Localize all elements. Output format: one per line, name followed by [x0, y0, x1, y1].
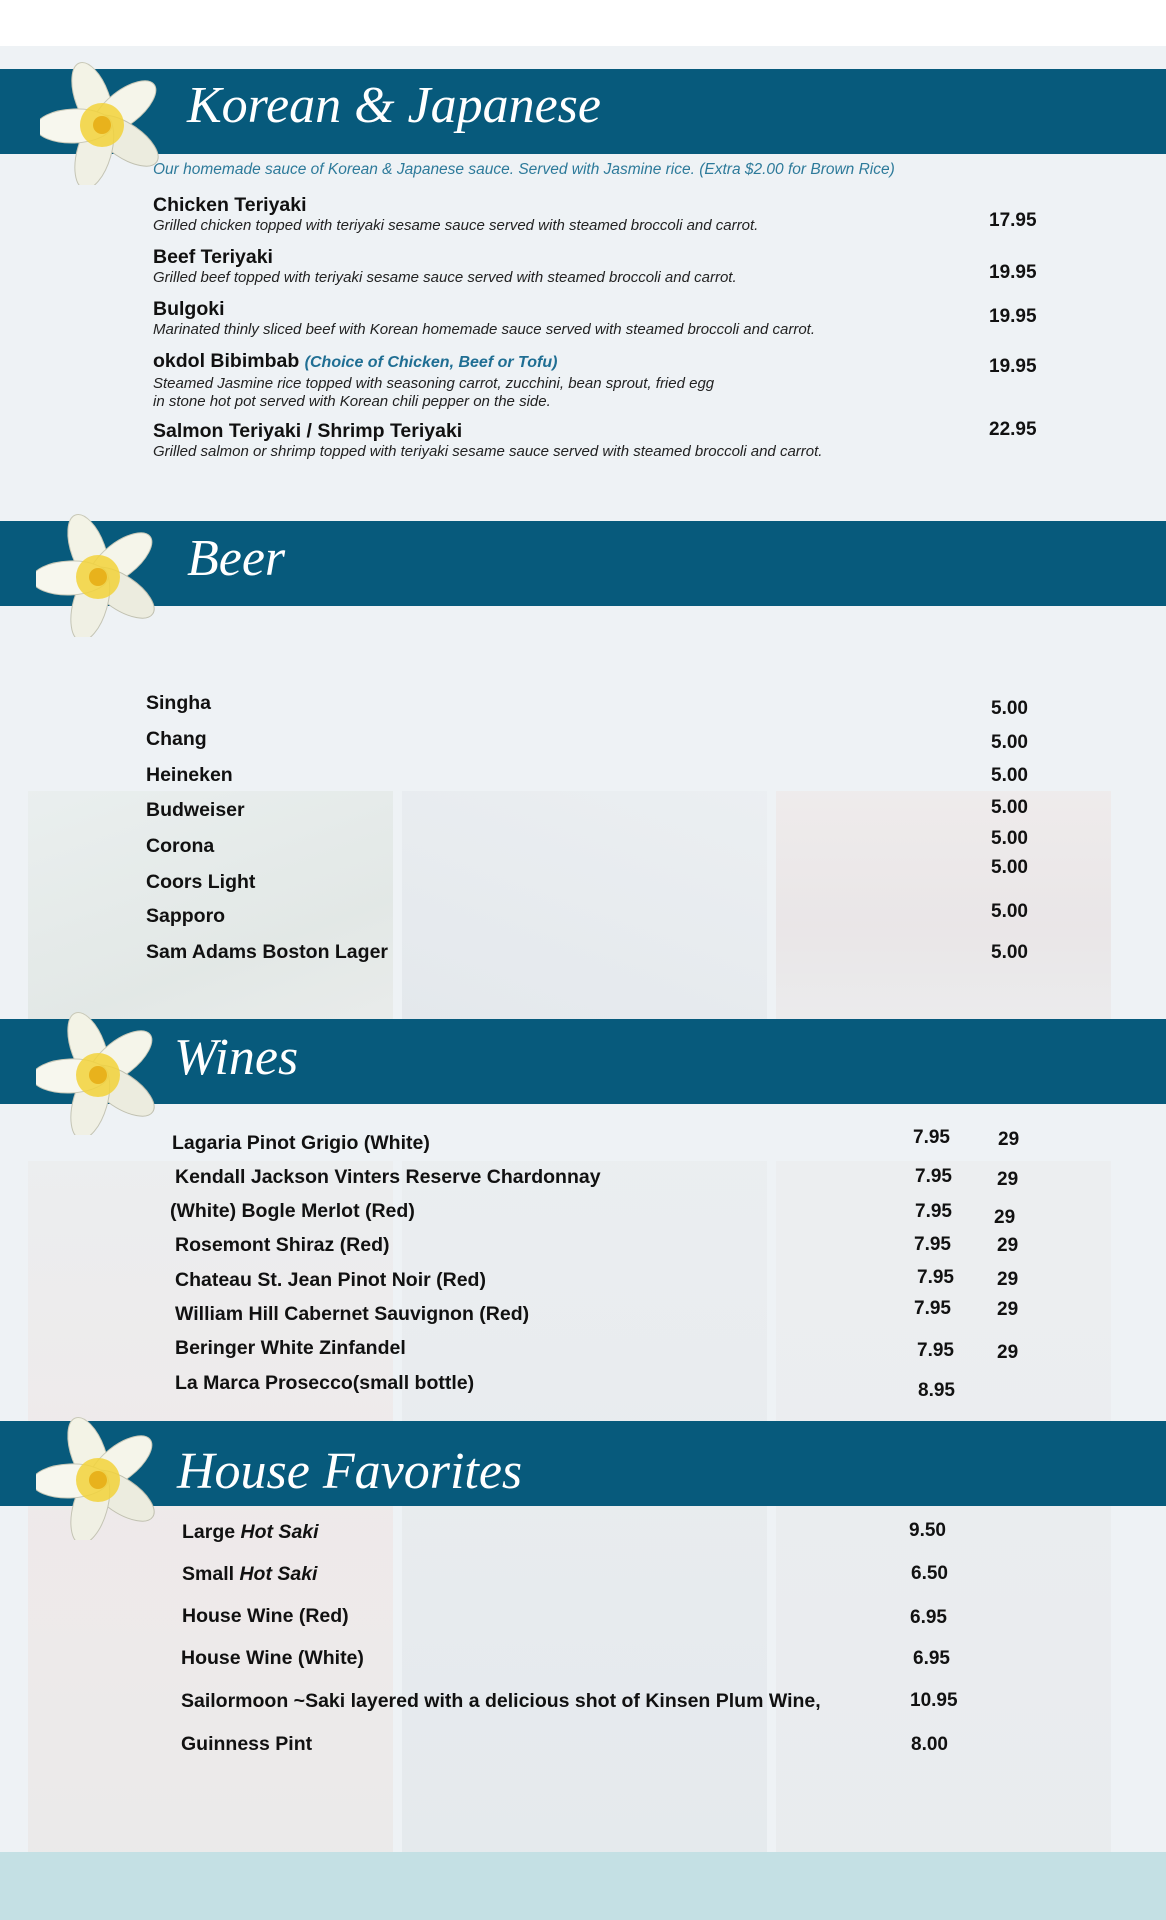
beer-name: Corona	[146, 835, 215, 857]
beer-name: Chang	[146, 728, 207, 750]
house-item-name-italic: Hot Saki	[239, 1563, 318, 1585]
wine-name: Chateau St. Jean Pinot Noir (Red)	[175, 1269, 486, 1291]
dish-description: Grilled chicken topped with teriyaki sesame sauce served with steamed broccoli and carrot.	[153, 217, 759, 234]
wine-name: William Hill Cabernet Sauvignon (Red)	[175, 1303, 530, 1325]
dish-name: Salmon Teriyaki / Shrimp Teriyaki	[153, 420, 463, 442]
plumeria-flower-icon	[36, 1400, 156, 1540]
list-item	[153, 297, 1053, 339]
wine-name: Kendall Jackson Vinters Reserve Chardonnay	[175, 1166, 601, 1188]
wine-bottle-price: 29	[998, 1129, 1020, 1150]
plumeria-flower-icon	[36, 497, 156, 637]
section-banner-beer	[0, 521, 1166, 606]
wine-bottle-price: 29	[997, 1299, 1019, 1320]
plumeria-flower-icon	[36, 995, 156, 1135]
beer-name: Budweiser	[146, 799, 245, 821]
wine-glass-price: 7.95	[917, 1340, 954, 1361]
house-item-name-italic: Hot Saki	[240, 1521, 319, 1543]
house-item-price: 6.95	[913, 1648, 950, 1669]
beer-name: Coors Light	[146, 871, 256, 893]
house-item-price: 6.50	[911, 1563, 948, 1584]
plumeria-flower-icon	[40, 45, 160, 185]
wine-bottle-price: 29	[994, 1207, 1016, 1228]
house-item-price: 9.50	[909, 1520, 946, 1541]
footer-band	[0, 1852, 1166, 1920]
dish-choice: (Choice of Chicken, Beef or Tofu)	[304, 354, 558, 371]
wine-glass-price: 8.95	[918, 1380, 955, 1401]
wine-bottle-price: 29	[997, 1342, 1019, 1363]
section-title-house: House Favorites	[177, 1443, 523, 1500]
beer-name: Singha	[146, 692, 212, 714]
house-item-name: House Wine (White)	[181, 1647, 364, 1669]
dish-name: Bulgoki	[153, 298, 225, 320]
house-item-price: 6.95	[910, 1607, 947, 1628]
dish-price: 19.95	[989, 306, 1037, 327]
wine-name: La Marca Prosecco(small bottle)	[175, 1372, 475, 1394]
dish-description: in stone hot pot served with Korean chili pepper on the side.	[153, 393, 551, 410]
list-item	[153, 193, 1053, 235]
section-title-korean: Korean & Japanese	[187, 77, 601, 134]
dish-name: okdol Bibimbab (Choice of Chicken, Beef or Tofu)	[153, 350, 558, 372]
section-title-wines: Wines	[174, 1029, 299, 1086]
wine-glass-price: 7.95	[915, 1201, 952, 1222]
section-banner-house	[0, 1421, 1166, 1506]
house-item-name: Small Hot Saki	[182, 1563, 318, 1585]
house-item-name: Sailormoon ~Saki layered with a delicious shot of Kinsen Plum Wine,	[181, 1690, 821, 1712]
list-item	[153, 419, 1053, 461]
dish-description: Steamed Jasmine rice topped with seasoning carrot, zucchini, bean sprout, fried egg	[153, 375, 715, 392]
beer-name: Sapporo	[146, 905, 226, 927]
wine-bottle-price: 29	[997, 1269, 1019, 1290]
section-title-beer: Beer	[187, 530, 286, 587]
wine-name: (White) Bogle Merlot (Red)	[170, 1200, 415, 1222]
dish-description: Marinated thinly sliced beef with Korean homemade sauce served with steamed broccoli and carrot.	[153, 321, 816, 338]
house-item-price: 10.95	[910, 1690, 958, 1711]
beer-price: 5.00	[991, 698, 1028, 719]
beer-price: 5.00	[991, 828, 1028, 849]
dish-price: 17.95	[989, 210, 1037, 231]
wine-name: Beringer White Zinfandel	[175, 1337, 406, 1359]
dish-name: Chicken Teriyaki	[153, 194, 307, 216]
dish-description: Grilled beef topped with teriyaki sesame sauce served with steamed broccoli and carrot.	[153, 269, 737, 286]
dish-price: 19.95	[989, 262, 1037, 283]
wine-name: Lagaria Pinot Grigio (White)	[172, 1132, 430, 1154]
house-item-name: House Wine (Red)	[182, 1605, 349, 1627]
wine-glass-price: 7.95	[915, 1166, 952, 1187]
wine-glass-price: 7.95	[917, 1267, 954, 1288]
wine-name: Rosemont Shiraz (Red)	[175, 1234, 390, 1256]
beer-price: 5.00	[991, 857, 1028, 878]
house-item-price: 8.00	[911, 1734, 948, 1755]
beer-name: Sam Adams Boston Lager	[146, 941, 388, 963]
beer-price: 5.00	[991, 732, 1028, 753]
house-item-name: Large Hot Saki	[182, 1521, 319, 1543]
beer-price: 5.00	[991, 942, 1028, 963]
list-item	[153, 245, 1053, 287]
dish-price: 22.95	[989, 419, 1037, 440]
wine-bottle-price: 29	[997, 1169, 1019, 1190]
list-item	[153, 349, 1053, 411]
beer-price: 5.00	[991, 765, 1028, 786]
wine-bottle-price: 29	[997, 1235, 1019, 1256]
wine-glass-price: 7.95	[913, 1127, 950, 1148]
beer-name: Heineken	[146, 764, 233, 786]
wine-glass-price: 7.95	[914, 1298, 951, 1319]
beer-price: 5.00	[991, 901, 1028, 922]
dish-name: Beef Teriyaki	[153, 246, 273, 268]
korean-note: Our homemade sauce of Korean & Japanese sauce. Served with Jasmine rice. (Extra $2.00 for Brown Rice)	[153, 161, 895, 178]
dish-price: 19.95	[989, 356, 1037, 377]
wine-glass-price: 7.95	[914, 1234, 951, 1255]
house-item-name: Guinness Pint	[181, 1733, 313, 1755]
beer-price: 5.00	[991, 797, 1028, 818]
dish-description: Grilled salmon or shrimp topped with teriyaki sesame sauce served with steamed broccoli and carrot.	[153, 443, 823, 460]
